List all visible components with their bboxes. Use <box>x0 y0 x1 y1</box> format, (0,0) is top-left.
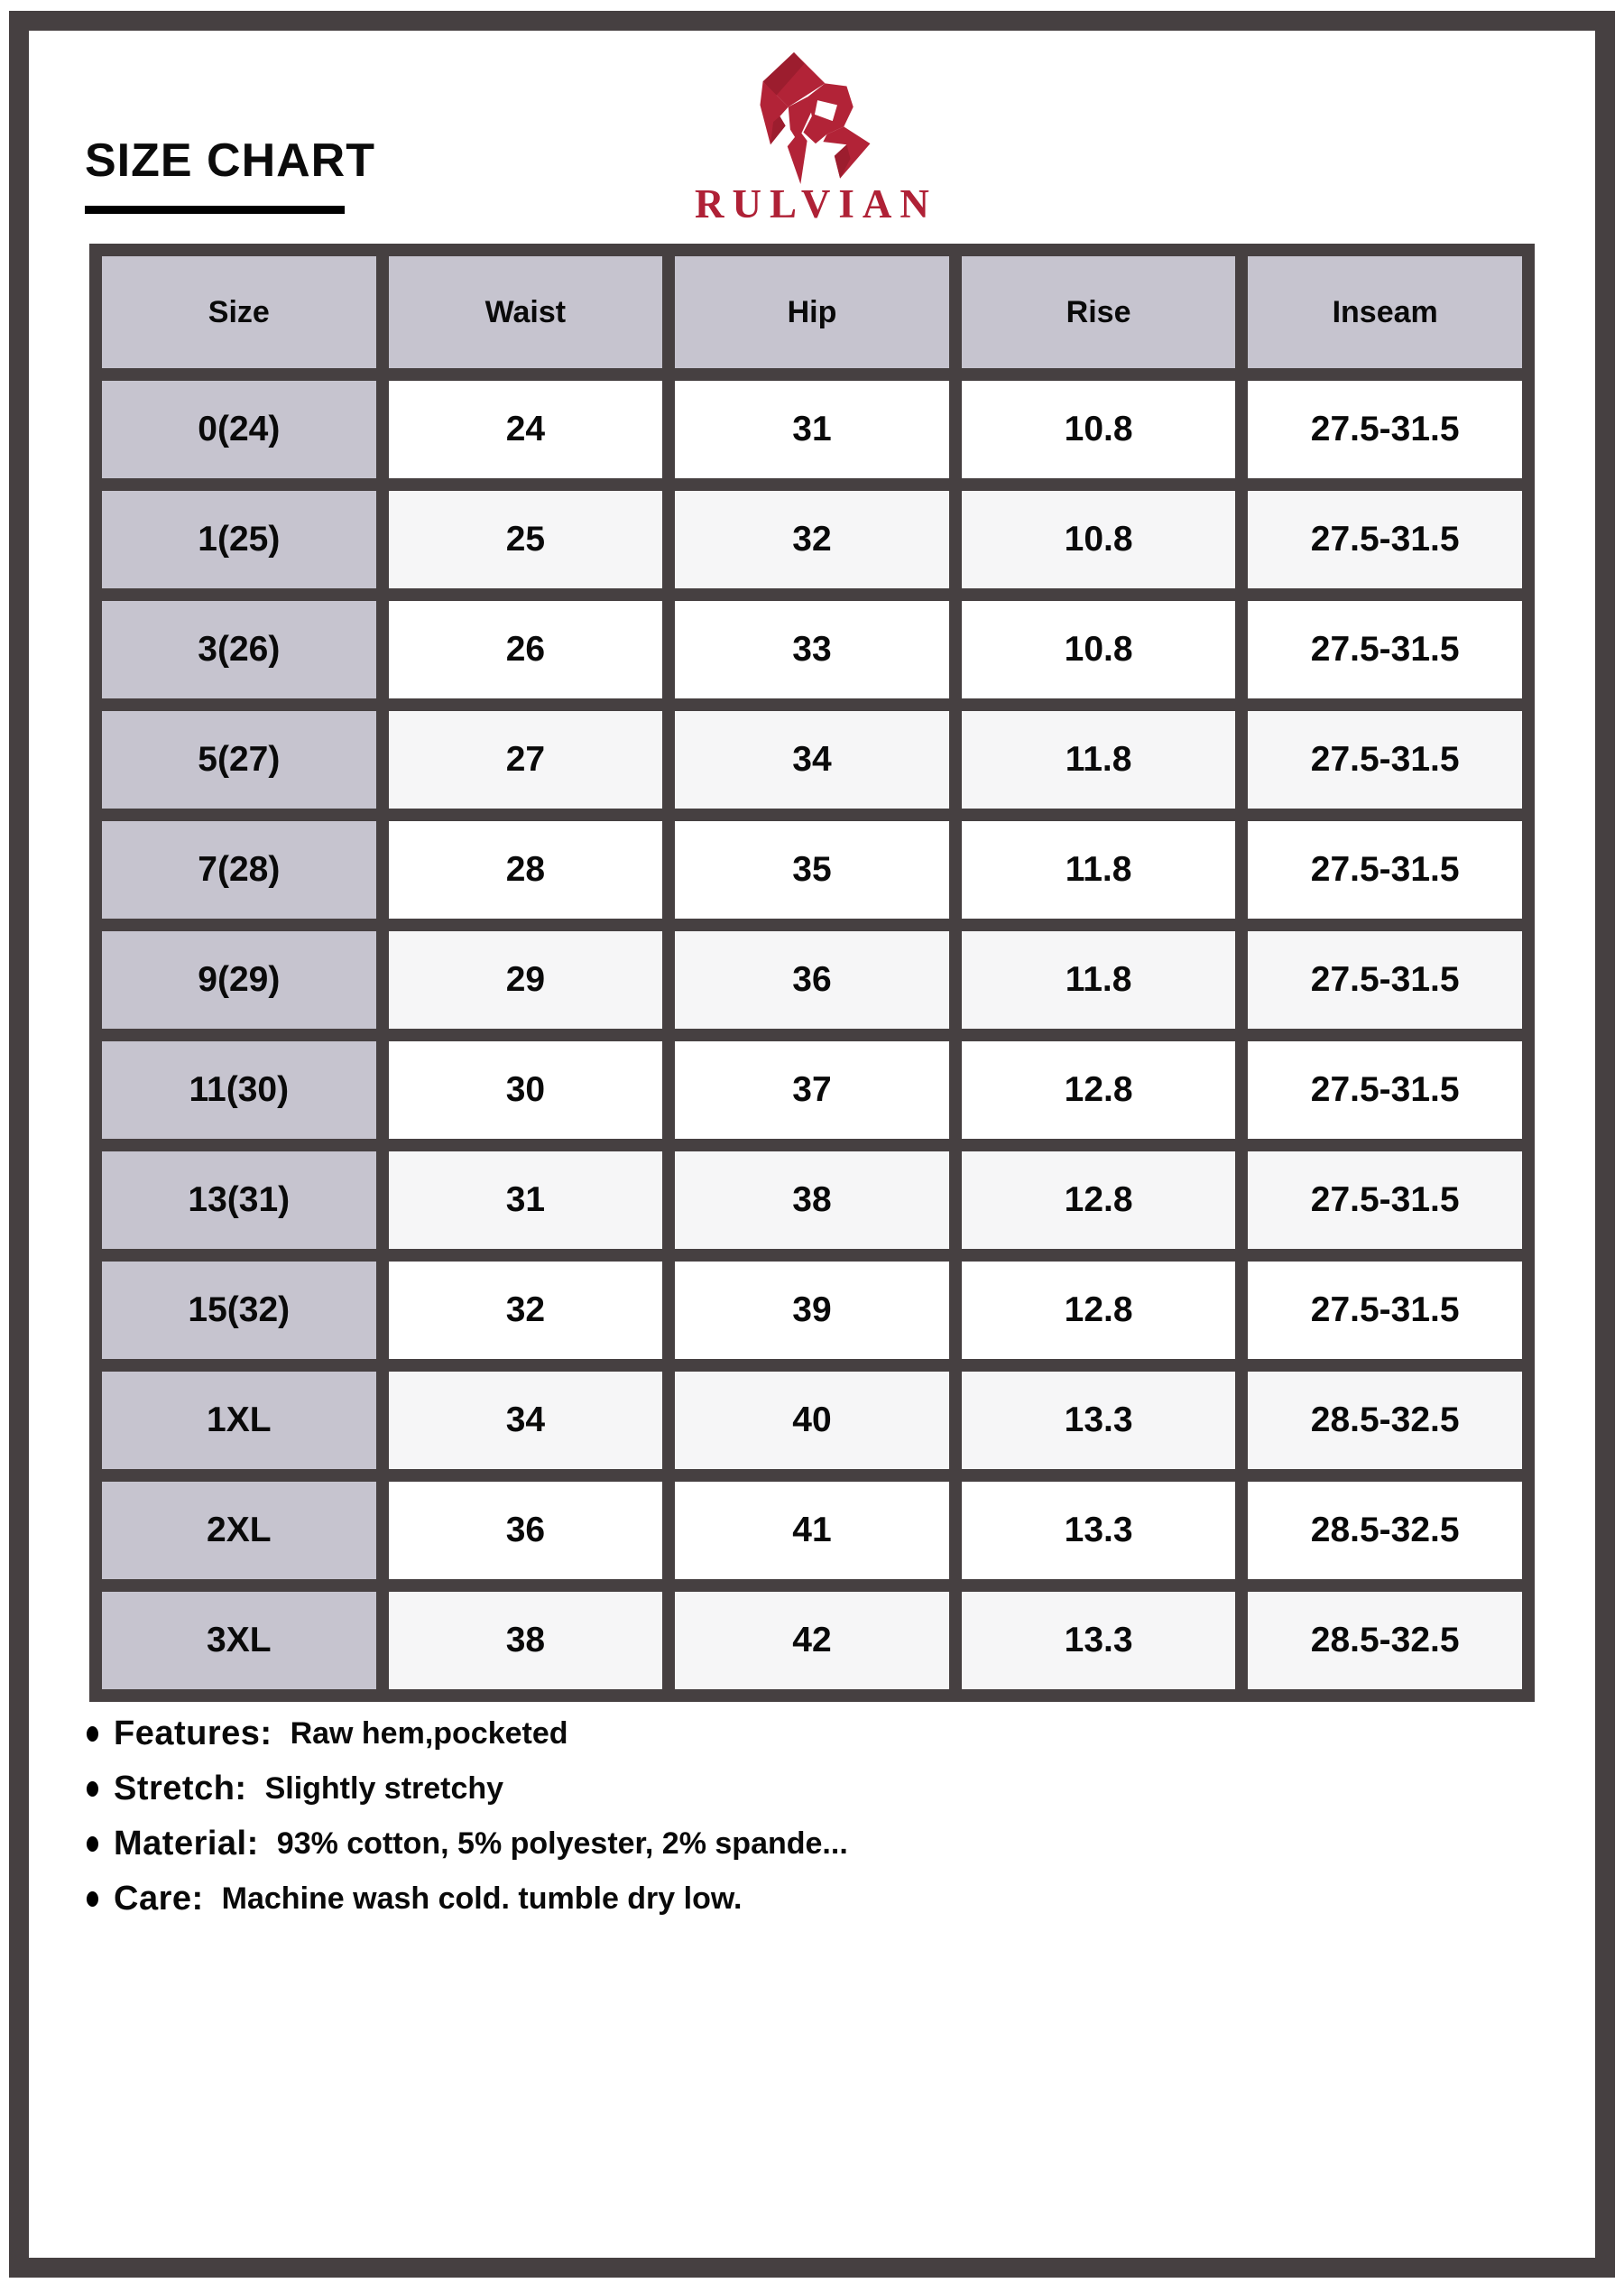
detail-label: Stretch: <box>114 1770 247 1807</box>
inseam-cell: 28.5-32.5 <box>1248 1592 1522 1689</box>
hip-cell: 40 <box>675 1372 949 1469</box>
waist-cell: 26 <box>389 601 663 698</box>
rise-cell: 10.8 <box>962 491 1236 588</box>
inseam-cell: 28.5-32.5 <box>1248 1482 1522 1579</box>
waist-cell: 24 <box>389 381 663 478</box>
waist-cell: 38 <box>389 1592 663 1689</box>
detail-label: Material: <box>114 1825 259 1862</box>
rise-cell: 13.3 <box>962 1372 1236 1469</box>
table-header-row <box>102 256 1522 368</box>
rise-cell: 10.8 <box>962 381 1236 478</box>
waist-cell: 31 <box>389 1151 663 1249</box>
waist-cell: 36 <box>389 1482 663 1579</box>
size-cell: 9(29) <box>102 931 376 1029</box>
size-cell: 1XL <box>102 1372 376 1469</box>
inseam-cell: 27.5-31.5 <box>1248 821 1522 919</box>
hip-cell: 38 <box>675 1151 949 1249</box>
size-cell: 2XL <box>102 1482 376 1579</box>
waist-cell: 29 <box>389 931 663 1029</box>
table-row <box>102 491 1522 588</box>
inseam-cell: 27.5-31.5 <box>1248 1041 1522 1139</box>
rise-cell: 11.8 <box>962 931 1236 1029</box>
detail-item-material <box>87 1823 848 1865</box>
column-header-waist: Waist <box>389 256 663 368</box>
rise-cell: 11.8 <box>962 821 1236 919</box>
hip-cell: 37 <box>675 1041 949 1139</box>
size-cell: 15(32) <box>102 1262 376 1359</box>
detail-item-stretch <box>87 1768 848 1810</box>
table-row <box>102 381 1522 478</box>
column-header-size: Size <box>102 256 376 368</box>
size-cell: 0(24) <box>102 381 376 478</box>
detail-label: Features: <box>114 1715 272 1752</box>
bullet-icon <box>87 1836 98 1852</box>
hip-cell: 42 <box>675 1592 949 1689</box>
waist-cell: 34 <box>389 1372 663 1469</box>
table-row <box>102 1151 1522 1249</box>
hip-cell: 31 <box>675 381 949 478</box>
rise-cell: 13.3 <box>962 1482 1236 1579</box>
hip-cell: 36 <box>675 931 949 1029</box>
waist-cell: 30 <box>389 1041 663 1139</box>
size-cell: 7(28) <box>102 821 376 919</box>
detail-value: 93% cotton, 5% polyester, 2% spande... <box>276 1826 848 1861</box>
column-header-inseam: Inseam <box>1248 256 1522 368</box>
inseam-cell: 27.5-31.5 <box>1248 491 1522 588</box>
table-row <box>102 601 1522 698</box>
table-row <box>102 1482 1522 1579</box>
table-row <box>102 1592 1522 1689</box>
size-cell: 5(27) <box>102 711 376 809</box>
hip-cell: 41 <box>675 1482 949 1579</box>
rise-cell: 12.8 <box>962 1151 1236 1249</box>
bullet-icon <box>87 1891 98 1907</box>
rise-cell: 11.8 <box>962 711 1236 809</box>
rise-cell: 13.3 <box>962 1592 1236 1689</box>
hip-cell: 39 <box>675 1262 949 1359</box>
table-row <box>102 1041 1522 1139</box>
detail-label: Care: <box>114 1880 204 1918</box>
rise-cell: 10.8 <box>962 601 1236 698</box>
column-header-rise: Rise <box>962 256 1236 368</box>
hip-cell: 32 <box>675 491 949 588</box>
size-cell: 13(31) <box>102 1151 376 1249</box>
bullet-icon <box>87 1781 98 1797</box>
waist-cell: 32 <box>389 1262 663 1359</box>
waist-cell: 28 <box>389 821 663 919</box>
brand-name: RULVIAN <box>695 181 937 226</box>
product-details-list <box>87 1713 848 1933</box>
hip-cell: 35 <box>675 821 949 919</box>
inseam-cell: 27.5-31.5 <box>1248 711 1522 809</box>
waist-cell: 27 <box>389 711 663 809</box>
inseam-cell: 27.5-31.5 <box>1248 1151 1522 1249</box>
inseam-cell: 27.5-31.5 <box>1248 381 1522 478</box>
inseam-cell: 28.5-32.5 <box>1248 1372 1522 1469</box>
table-row <box>102 1372 1522 1469</box>
detail-value: Machine wash cold. tumble dry low. <box>221 1881 743 1916</box>
table-row <box>102 821 1522 919</box>
inseam-cell: 27.5-31.5 <box>1248 1262 1522 1359</box>
table-row <box>102 711 1522 809</box>
hip-cell: 33 <box>675 601 949 698</box>
table-row <box>102 931 1522 1029</box>
size-cell: 3(26) <box>102 601 376 698</box>
brand-r-icon <box>758 52 873 184</box>
size-table <box>89 244 1535 1702</box>
rise-cell: 12.8 <box>962 1041 1236 1139</box>
waist-cell: 25 <box>389 491 663 588</box>
size-cell: 1(25) <box>102 491 376 588</box>
detail-item-features <box>87 1713 848 1755</box>
bullet-icon <box>87 1726 98 1742</box>
table-row <box>102 1262 1522 1359</box>
inseam-cell: 27.5-31.5 <box>1248 931 1522 1029</box>
detail-value: Slightly stretchy <box>264 1771 504 1806</box>
inseam-cell: 27.5-31.5 <box>1248 601 1522 698</box>
detail-item-care <box>87 1878 848 1920</box>
hip-cell: 34 <box>675 711 949 809</box>
page-title: SIZE CHART <box>85 134 375 187</box>
size-cell: 11(30) <box>102 1041 376 1139</box>
size-cell: 3XL <box>102 1592 376 1689</box>
detail-value: Raw hem,pocketed <box>290 1716 568 1751</box>
rise-cell: 12.8 <box>962 1262 1236 1359</box>
column-header-hip: Hip <box>675 256 949 368</box>
